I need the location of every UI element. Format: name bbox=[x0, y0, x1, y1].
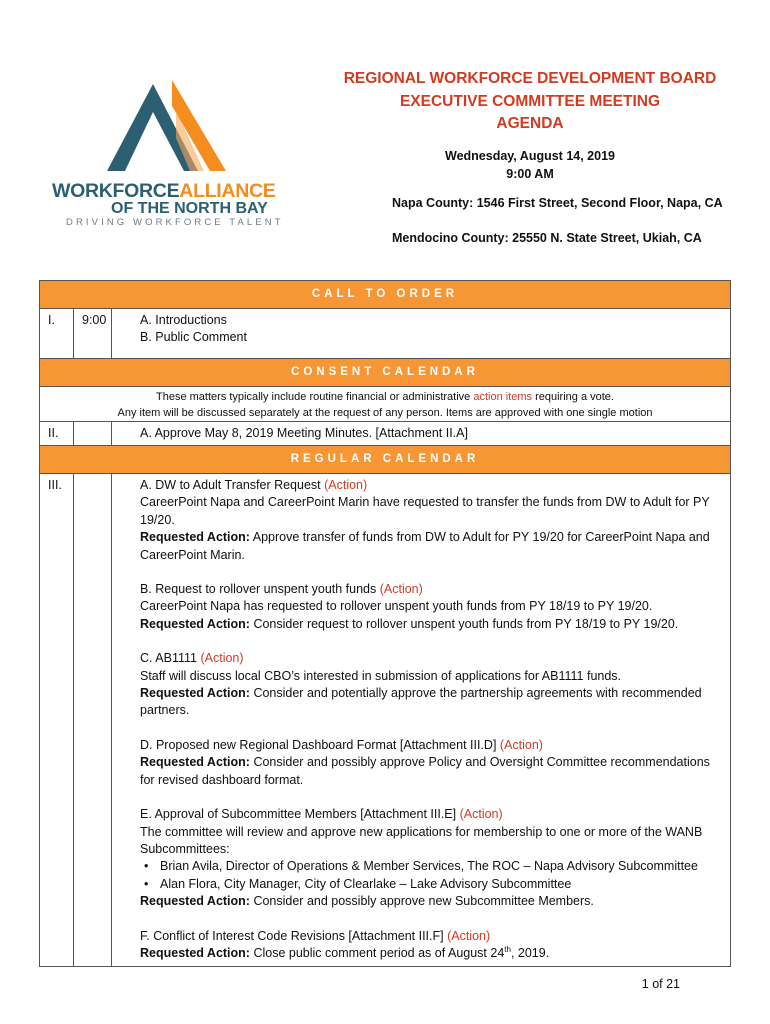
organization-logo bbox=[44, 76, 284, 236]
location-napa: Napa County: 1546 First Street, Second Floor, Napa, CA bbox=[392, 196, 723, 210]
mountain-logo-icon bbox=[98, 76, 228, 180]
consent-note-line1: These matters typically include routine financial or administrative action items requiring a vote. bbox=[156, 391, 614, 403]
call-to-order-row bbox=[40, 309, 731, 359]
agenda-item-dashboard-format: D. Proposed new Regional Dashboard Format [Attachment III.D] (Action) Requested Action: Consider and possibly approve Policy and Oversight Committee recommendations for revised dashboard format. bbox=[140, 737, 710, 787]
agenda-item-introductions: A. Introductions bbox=[140, 313, 227, 327]
logo-subtitle: OF THE NORTH BAY bbox=[111, 200, 268, 217]
agenda-table bbox=[39, 280, 731, 967]
consent-note-row bbox=[40, 387, 731, 422]
page-number: 1 of 21 bbox=[641, 977, 680, 991]
agenda-item-conflict-of-interest: F. Conflict of Interest Code Revisions [Attachment III.F] (Action) Requested Action: Close public comment period as of August 24th, 2019. bbox=[140, 928, 550, 960]
list-item: • Brian Avila, Director of Operations & Member Services, The ROC – Napa Advisory Subcommittee bbox=[140, 858, 722, 875]
agenda-item-public-comment: B. Public Comment bbox=[140, 330, 247, 345]
section-number: I. bbox=[40, 309, 74, 359]
section-number: III. bbox=[40, 474, 74, 967]
section-time: 9:00 bbox=[74, 309, 112, 359]
list-item: • Alan Flora, City Manager, City of Clearlake – Lake Advisory Subcommittee bbox=[140, 876, 722, 893]
location-mendocino: Mendocino County: 25550 N. State Street, Ukiah, CA bbox=[392, 231, 702, 245]
consent-note-line2: Any item will be discussed separately at the request of any person. Items are approved with one single motion bbox=[117, 407, 653, 419]
logo-tagline: DRIVING WORKFORCE TALENT bbox=[66, 217, 284, 228]
agenda-item-ab1111: C. AB1111 (Action) Staff will discuss local CBO’s interested in submission of applications for AB1111 funds. Requested Action: Consider and potentially approve the partnership agreements with recommended partners. bbox=[140, 651, 702, 718]
document-title: REGIONAL WORKFORCE DEVELOPMENT BOARD EXECUTIVE COMMITTEE MEETING AGENDA bbox=[343, 70, 717, 132]
call-to-order-band: CALL TO ORDER bbox=[40, 281, 731, 309]
agenda-item-approve-minutes: A. Approve May 8, 2019 Meeting Minutes. [Attachment II.A] bbox=[112, 422, 731, 446]
section-number: II. bbox=[40, 422, 74, 446]
agenda-item-subcommittee-members: E. Approval of Subcommittee Members [Attachment III.E] (Action) The committee will review and approve new applications for membership to one or more of the WANB Subcommittees: • Brian Avila, Director of Operations & Member Services, The ROC – Napa Advisory Subcommittee • Alan Flora, City Manager, City of Clearlake – Lake Advisory Subcommittee Requested Action: Consider and possibly approve new Subcommittee Members. bbox=[140, 806, 722, 910]
meeting-date: Wednesday, August 14, 2019 bbox=[445, 149, 615, 163]
regular-calendar-row bbox=[40, 474, 731, 967]
consent-calendar-band: CONSENT CALENDAR bbox=[40, 359, 731, 387]
agenda-item-dw-transfer: A. DW to Adult Transfer Request (Action) CareerPoint Napa and CareerPoint Marin have requested to transfer the funds from DW to Adult for PY 19/20. Requested Action: Approve transfer of funds from DW to Adult for PY 19/20 for CareerPoint Napa and CareerPoint Marin. bbox=[140, 478, 710, 562]
consent-item-row bbox=[40, 422, 731, 446]
subcommittee-member-list bbox=[140, 858, 722, 893]
meeting-datetime bbox=[380, 148, 680, 183]
meeting-time: 9:00 AM bbox=[506, 166, 554, 181]
regular-calendar-band: REGULAR CALENDAR bbox=[40, 446, 731, 474]
logo-name: WORKFORCEALLIANCE bbox=[52, 180, 276, 202]
agenda-item-youth-rollover: B. Request to rollover unspent youth funds (Action) CareerPoint Napa has requested to rollover unspent youth funds from PY 18/19 to PY 19/20. Requested Action: Consider request to rollover unspent youth funds from PY 18/19 to PY 19/20. bbox=[140, 582, 679, 631]
